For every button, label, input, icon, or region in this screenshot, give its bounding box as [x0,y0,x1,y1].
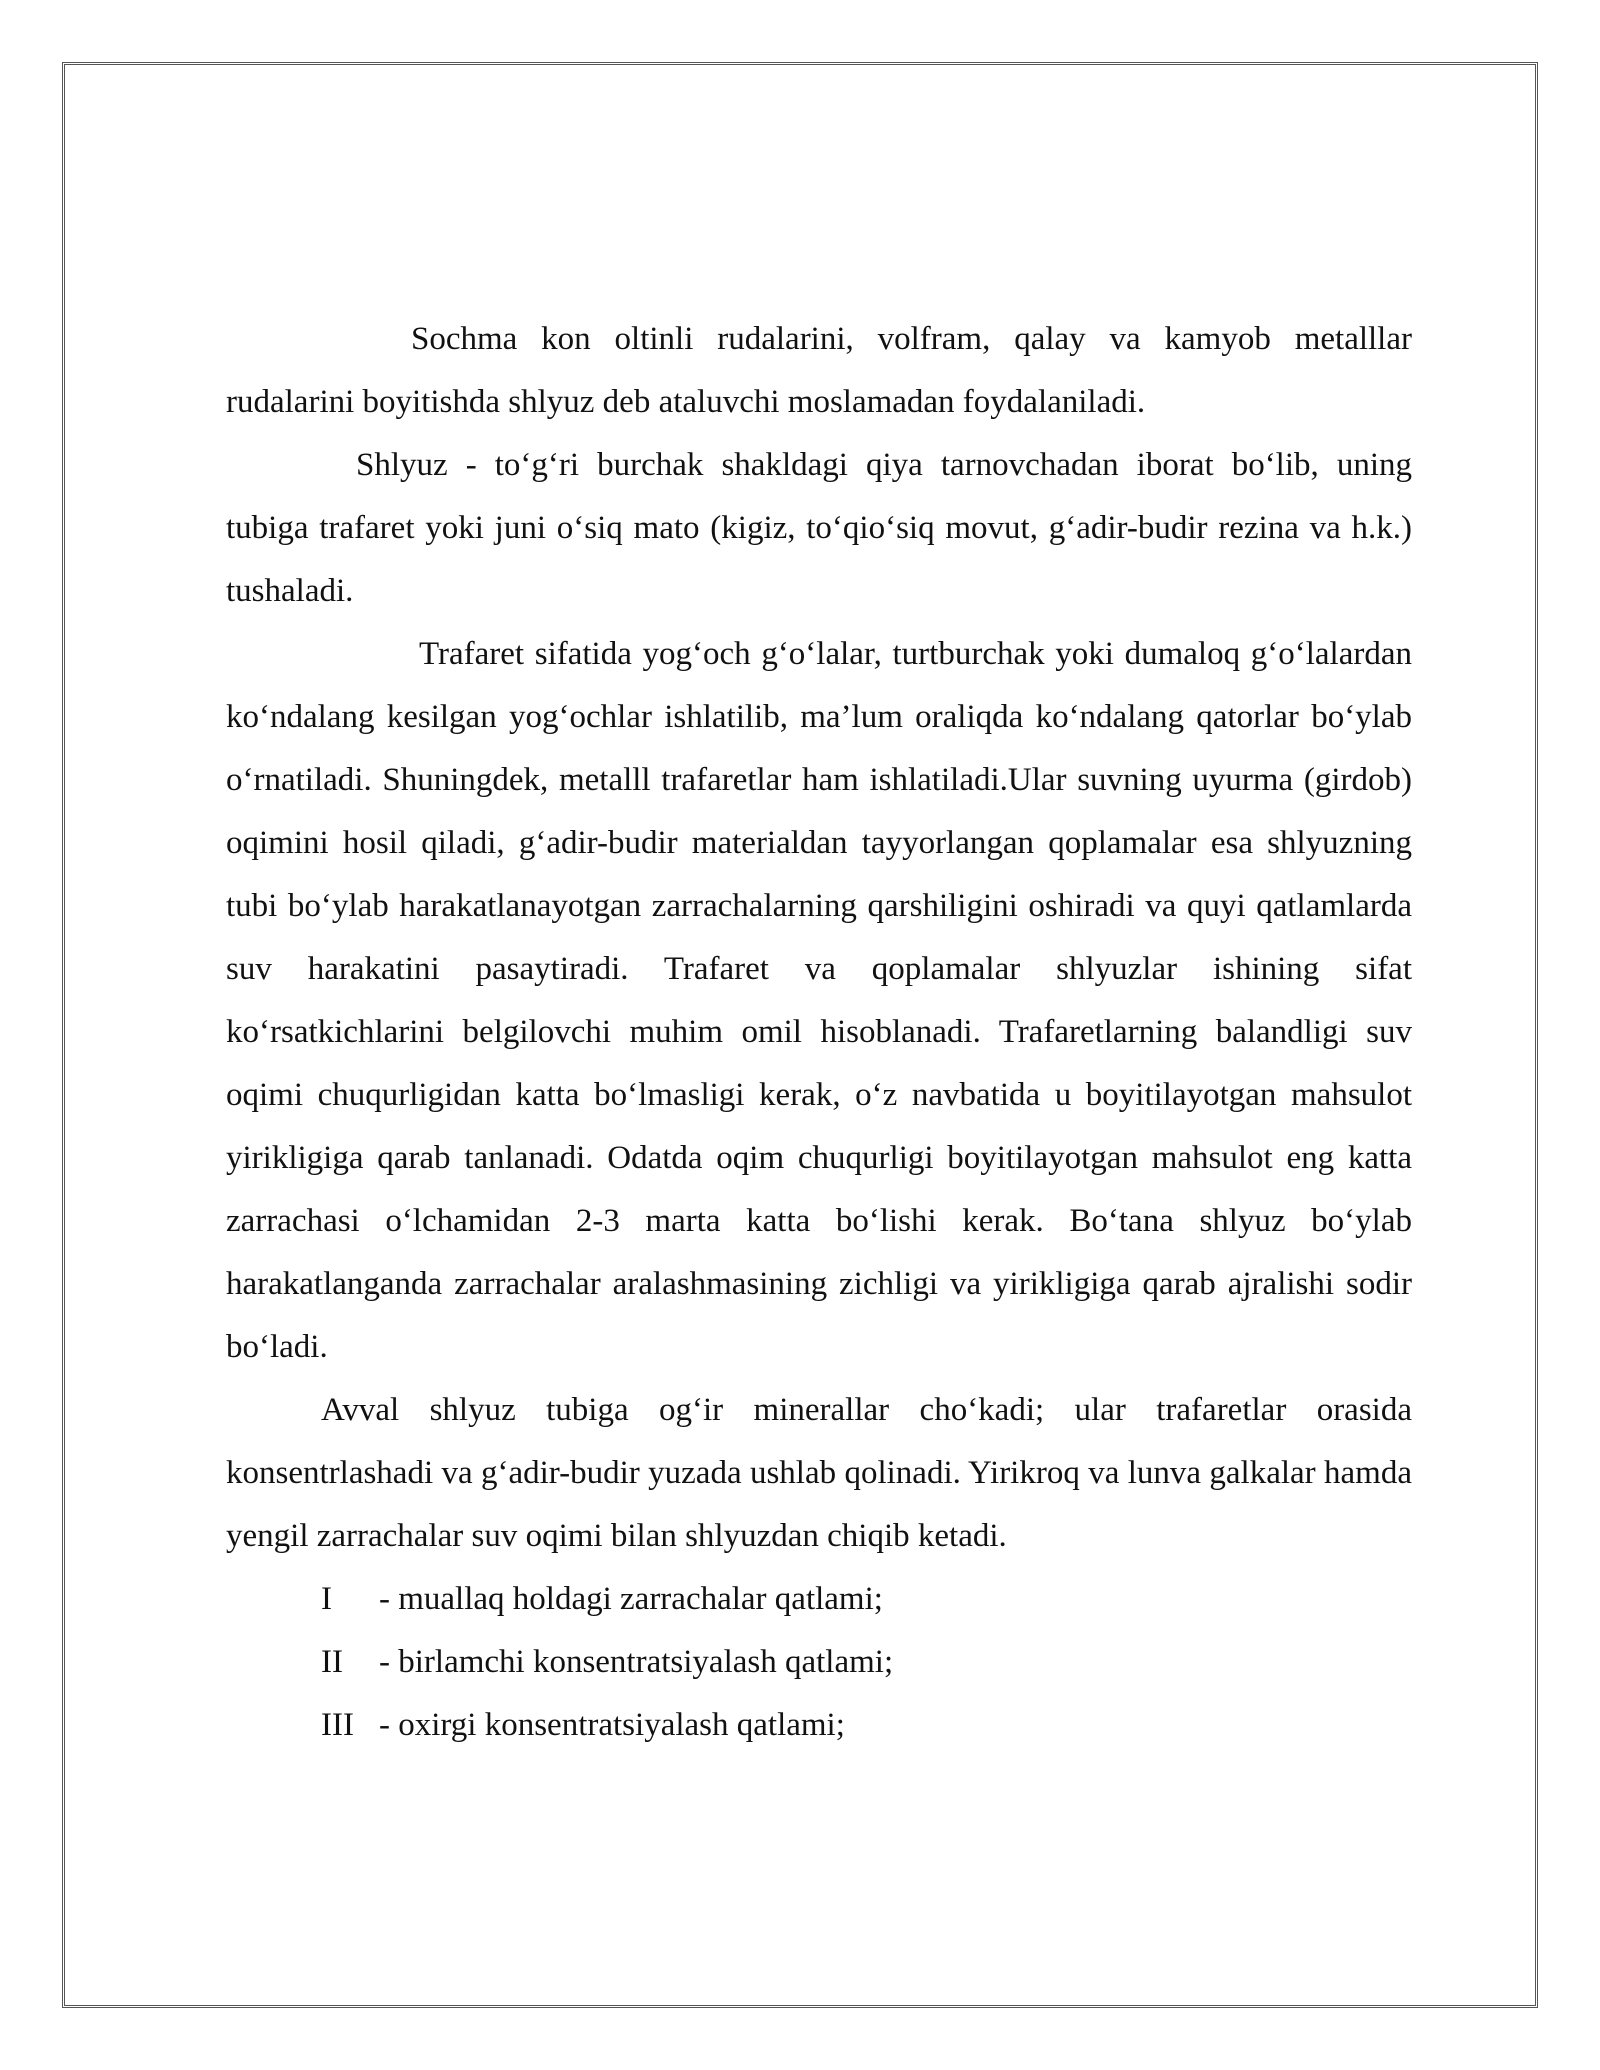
paragraph-shlyuz-definition: Shlyuz - to‘g‘ri burchak shakldagi qiya tarnovchadan iborat bo‘lib, uning tubiga trafaret yoki juni o‘siq mato (kigiz, to‘qio‘siq movut, g‘adir-budir rezina va h.k.) tushaladi. [226,447,1412,609]
list-item-text: - oxirgi konsentratsiyalash qatlami; [379,1707,845,1743]
list-item [226,1631,1412,1694]
layer-list [226,1568,1412,1757]
paragraph-intro: Sochma kon oltinli rudalarini, volfram, qalay va kamyob metalllar rudalarini boyitishda shlyuz deb ataluvchi moslamadan foydalaniladi. [226,321,1412,420]
list-numeral: III [321,1707,354,1743]
paragraph-trafaret: Trafaret sifatida yog‘och g‘o‘lalar, turtburchak yoki dumaloq g‘o‘lalardan ko‘ndalang kesilgan yog‘ochlar ishlatilib, ma’lum oraliqda ko‘ndalang qatorlar bo‘ylab o‘rnatiladi. Shuningdek, metalll trafaretlar ham ishlatiladi.Ular suvning uyurma (girdob) oqimini hosil qiladi, g‘adir-budir materialdan tayyorlangan qoplamalar esa shlyuzning tubi bo‘ylab harakatlanayotgan zarrachalarning qarshiligini oshiradi va quyi qatlamlarda suv harakatini pasaytiradi. Trafaret va qoplamalar shlyuzlar ishining sifat ko‘rsatkichlarini belgilovchi muhim omil hisoblanadi. Trafaretlarning balandligi suv oqimi chuqurligidan katta bo‘lmasligi kerak, o‘z navbatida u boyitilayotgan mahsulot yirikligiga qarab tanlanadi. Odatda oqim chuqurligi boyitilayotgan mahsulot eng katta zarrachasi o‘lchamidan 2-3 marta katta bo‘lishi kerak. Bo‘tana shlyuz bo‘ylab harakatlanganda zarrachalar aralashmasining zichligi va yirikligiga qarab ajralishi sodir bo‘ladi. [226,636,1412,1365]
list-item-text: - muallaq holdagi zarrachalar qatlami; [379,1581,883,1617]
list-numeral: II [321,1644,343,1680]
list-item [226,1694,1412,1757]
list-item [226,1568,1412,1631]
list-item-text: - birlamchi konsentratsiyalash qatlami; [379,1644,894,1680]
list-numeral: I [321,1581,332,1617]
paragraph-process: Avval shlyuz tubiga og‘ir minerallar cho‘kadi; ular trafaretlar orasida konsentrlashadi va g‘adir-budir yuzada ushlab qolinadi. Yirikroq va lunva galkalar hamda yengil zarrachalar suv oqimi bilan shlyuzdan chiqib ketadi. [226,1392,1412,1554]
document-body [226,308,1412,1757]
